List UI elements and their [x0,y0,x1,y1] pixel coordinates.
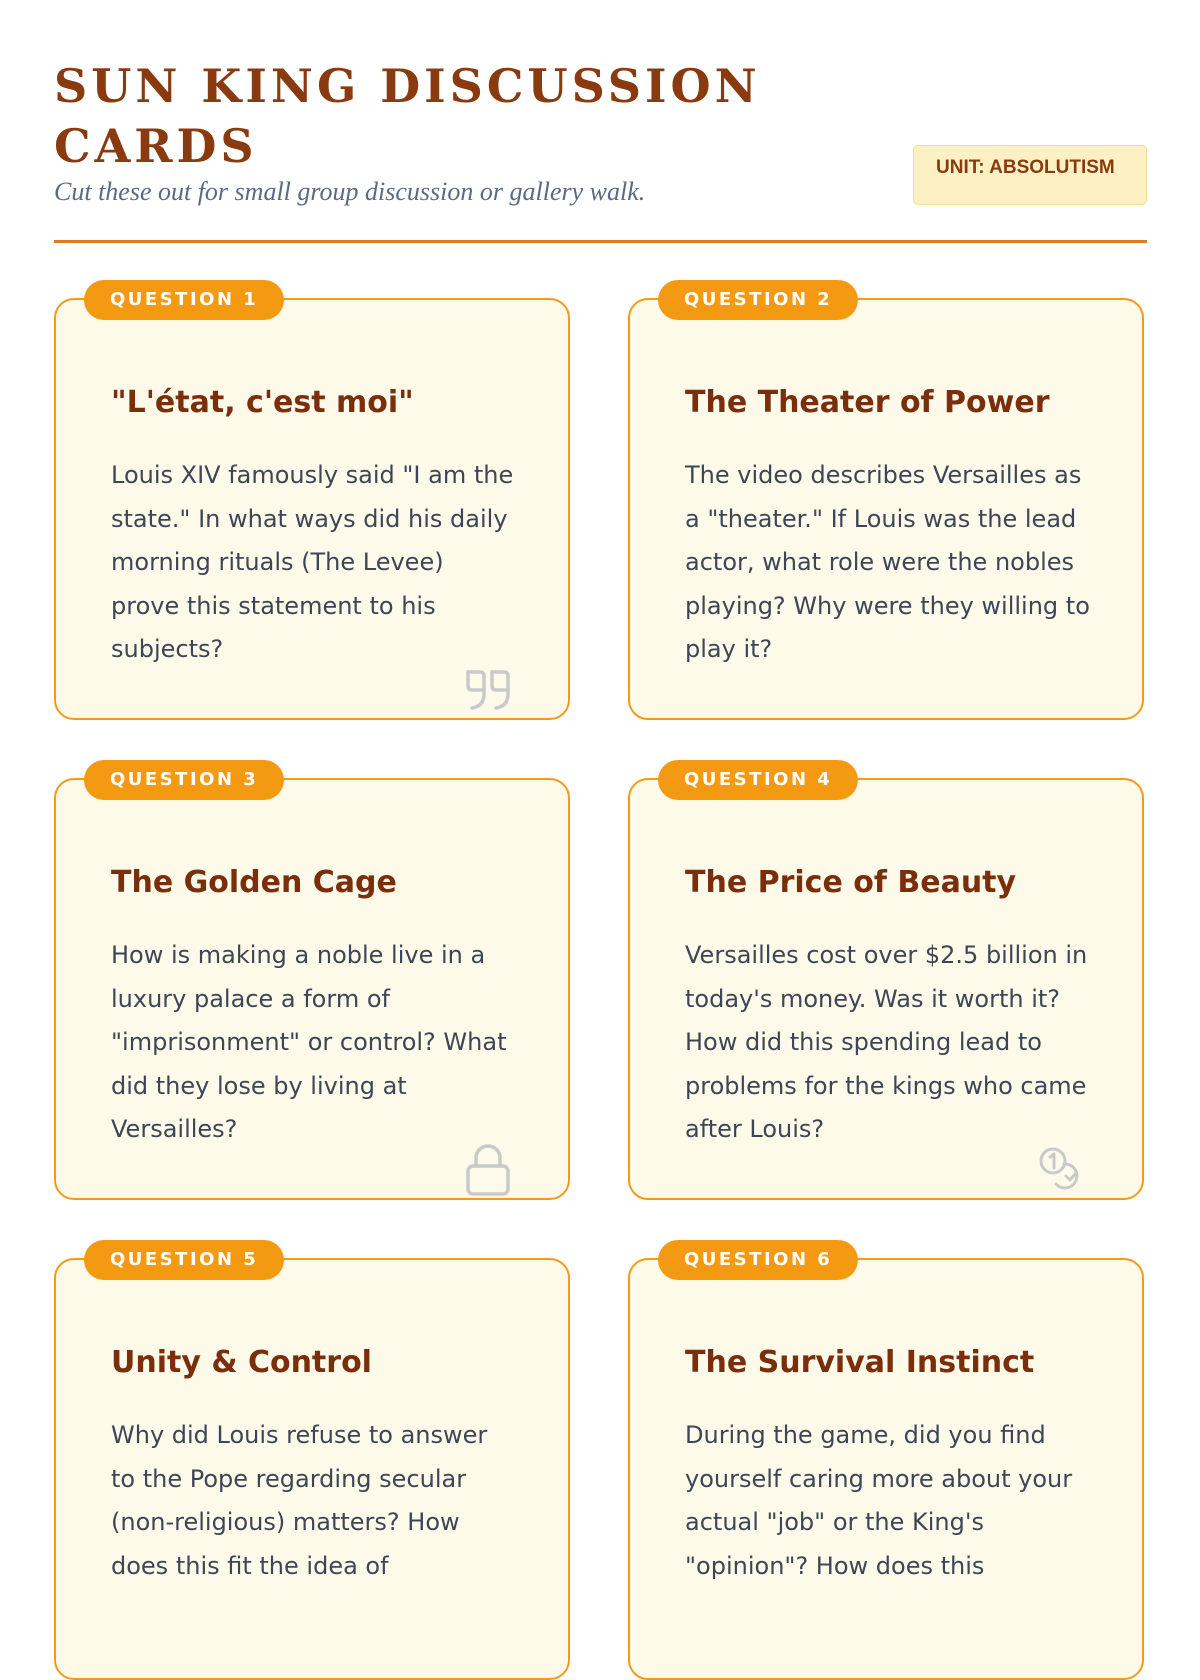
card-question-text: Why did Louis refuse to answer to the Pope regarding secular (non-religious) matters? How does this fit the idea of [111,1421,488,1580]
card-title: The Golden Cage [111,865,397,900]
worksheet-page [54,0,1147,1600]
discussion-card-6 [628,1249,1144,1680]
discussion-card-2 [628,289,1144,720]
page-title: SUN KING DISCUSSION CARDS [54,59,761,173]
discussion-card-1 [54,289,570,720]
card-title: The Theater of Power [685,385,1050,420]
discussion-card-5 [54,1249,570,1680]
question-tag: QUESTION 2 [658,280,858,320]
question-tag: QUESTION 6 [658,1240,858,1280]
question-tag: QUESTION 3 [84,760,284,800]
unit-badge: UNIT: ABSOLUTISM [913,145,1147,205]
card-title: The Price of Beauty [685,865,1017,900]
lock-icon [462,1144,514,1196]
page-subtitle: Cut these out for small group discussion or gallery walk. [54,177,646,206]
card-question-text: Versailles cost over $2.5 billion in today's money. Was it worth it? How did this spending lead to problems for the kings who came after Louis? [685,941,1088,1143]
question-tag: QUESTION 5 [84,1240,284,1280]
header-divider [54,240,1147,243]
discussion-card-4 [628,769,1144,1200]
card-title: The Survival Instinct [685,1345,1035,1380]
question-tag: QUESTION 4 [658,760,858,800]
card-question-text: The video describes Versailles as a "theater." If Louis was the lead actor, what role were the nobles playing? Why were they willing to play it? [685,461,1090,663]
quote-icon [462,664,514,716]
card-title: "L'état, c'est moi" [111,385,414,420]
coins-icon [1036,1144,1088,1196]
card-question-text: How is making a noble live in a luxury palace a form of "imprisonment" or control? What did they lose by living at Versailles? [111,941,507,1143]
discussion-card-3 [54,769,570,1200]
card-question-text: During the game, did you find yourself caring more about your actual "job" or the King's "opinion"? How does this [685,1421,1073,1580]
question-tag: QUESTION 1 [84,280,284,320]
card-question-text: Louis XIV famously said "I am the state." In what ways did his daily morning rituals (The Levee) prove this statement to his subjects? [111,461,514,663]
card-title: Unity & Control [111,1345,372,1380]
page-header [54,0,1147,243]
